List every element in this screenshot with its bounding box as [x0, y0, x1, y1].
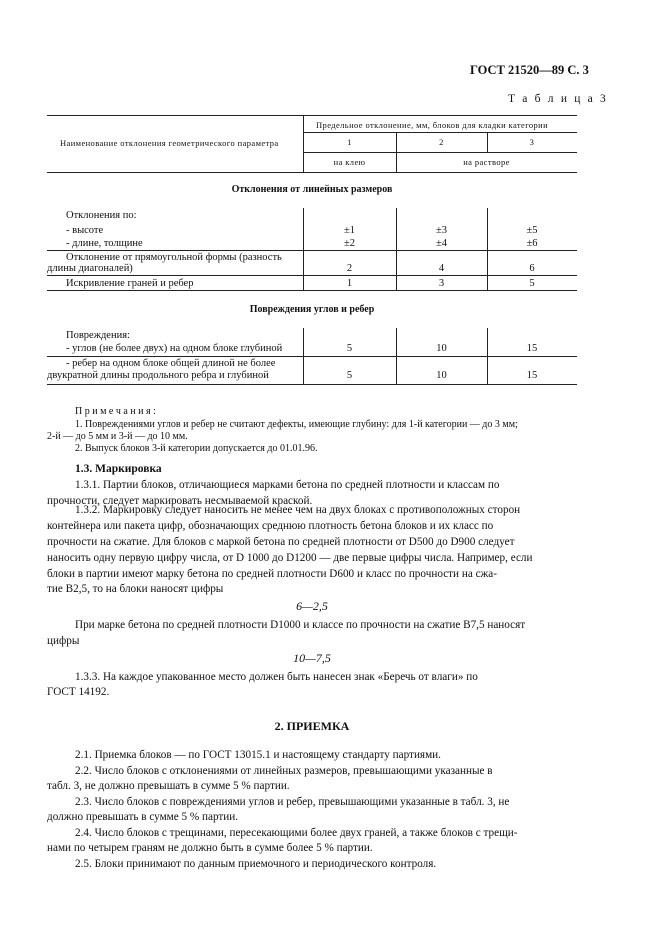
- row-rect-name-2: длины диагоналей): [47, 263, 133, 274]
- row-corners-v3: 15: [526, 343, 538, 354]
- row-edges-name-2: двукратной длины продольного ребра и глубиной: [47, 370, 269, 381]
- row-curve-name: Искривление граней и ребер: [66, 278, 194, 289]
- category-2: 2: [439, 137, 444, 147]
- section-damages: Повреждения углов и ребер: [249, 304, 375, 315]
- row-damages: Повреждения:: [66, 330, 130, 341]
- notes-title: П р и м е ч а н и я :: [75, 406, 156, 417]
- marking-formula-1: 6—2,5: [296, 599, 328, 613]
- marking-p2-l4: наносить одну первую цифру числа, от D 1000 до D1200 — две первые цифры числа. Например, если: [47, 552, 533, 564]
- note-1-line-2: 2-й — до 5 мм и 3-й — до 10 мм.: [47, 431, 188, 442]
- marking-p4-l2: ГОСТ 14192.: [47, 686, 110, 698]
- acceptance-p2-l1: 2.2. Число блоков с отклонениями от линейных размеров, превышающими указанные в: [75, 765, 493, 777]
- body2-row-line-1: [47, 356, 577, 357]
- marking-p1-l1: 1.3.1. Партии блоков, отличающиеся марками бетона по средней плотности и классам по: [75, 479, 500, 491]
- row-corners-name: - углов (не более двух) на одном блоке глубиной: [66, 343, 283, 354]
- row-curve-v3: 5: [529, 278, 535, 289]
- row-height-v2: ±3: [435, 225, 447, 236]
- acceptance-p3-l2: должно превышать в сумме 5 % партии.: [47, 811, 239, 823]
- marking-p2-l6: тие B2,5, то на блоки наносят цифры: [47, 583, 224, 595]
- row-length-v3: ±6: [526, 238, 538, 249]
- row-height-v1: ±1: [343, 225, 355, 236]
- row-deviations-by: Отклонения по:: [66, 210, 137, 221]
- acceptance-p5: 2.5. Блоки принимают по данным приемочного и периодического контроля.: [75, 858, 437, 870]
- col-param-header: Наименование отклонения геометрического параметра: [60, 138, 279, 148]
- acceptance-p1: 2.1. Приемка блоков — по ГОСТ 13015.1 и настоящему стандарту партиями.: [75, 749, 441, 761]
- sub-header-mortar: на растворе: [463, 157, 510, 167]
- row-curve-v2: 3: [438, 278, 445, 289]
- row-rect-v1: 2: [346, 263, 353, 274]
- acceptance-p4-l2: нами по четырем граням не должно быть в сумме более 5 % партии.: [47, 842, 373, 854]
- row-curve-v1: 1: [346, 278, 353, 289]
- sub-header-glue: на клею: [333, 157, 366, 167]
- row-edges-v2: 10: [436, 370, 447, 381]
- acceptance-p3-l1: 2.3. Число блоков с повреждениями углов и ребер, превышающими указанные в табл. 3, не: [75, 796, 510, 808]
- note-2: 2. Выпуск блоков 3-й категории допускается до 01.01.96.: [75, 443, 318, 454]
- row-height-v3: ±5: [526, 225, 538, 236]
- marking-p3-l1: При марке бетона по средней плотности D1000 и классе по прочности на сжатие B7,5 наносят: [75, 619, 526, 631]
- section-marking-heading: 1.3. Маркировка: [75, 463, 162, 475]
- marking-p2-l2: контейнера или пакета цифр, обозначающих среднюю плотность бетона блоков и их класс по: [47, 520, 494, 532]
- row-length-name: - длине, толщине: [66, 238, 143, 249]
- marking-formula-2: 10—7,5: [293, 651, 331, 665]
- table-header-bottom: [47, 172, 577, 173]
- section-acceptance-heading: 2. ПРИЕМКА: [274, 719, 350, 733]
- row-edges-name-1: - ребер на одном блоке общей длиной не более: [66, 358, 276, 369]
- row-height-name: - высоте: [66, 225, 104, 236]
- row-corners-v2: 10: [436, 343, 447, 354]
- table-bottom-border: [47, 384, 577, 385]
- row-rect-v2: 4: [438, 263, 445, 274]
- marking-p2-l3: прочности на сжатие. Для блоков с маркой бетона по средней плотности от D500 до D900 следует: [47, 536, 515, 548]
- acceptance-p2-l2: табл. 3, не должно превышать в сумме 5 % партии.: [47, 780, 290, 792]
- marking-p3-l2: цифры: [47, 635, 80, 647]
- marking-p2-l5: блоки в партии имеют марку бетона по средней плотности D600 и класс по прочности на сжа-: [47, 568, 497, 580]
- body1-row-line-1: [47, 250, 577, 251]
- category-1: 1: [347, 137, 352, 147]
- section-linear-deviations: Отклонения от линейных размеров: [231, 184, 393, 195]
- table-header-divider-2: [303, 152, 577, 153]
- acceptance-p4-l1: 2.4. Число блоков с трещинами, пересекающими более двух граней, а также блоков с трещи-: [75, 827, 518, 839]
- row-length-v1: ±2: [343, 238, 355, 249]
- table-top-border: [47, 115, 577, 116]
- row-rect-v3: 6: [529, 263, 535, 274]
- row-edges-v1: 5: [346, 370, 353, 381]
- body1-bottom: [47, 290, 577, 291]
- row-corners-v1: 5: [346, 343, 353, 354]
- marking-p4-l1: 1.3.3. На каждое упакованное место должен быть нанесен знак «Беречь от влаги» по: [75, 671, 478, 683]
- marking-p1-l2: прочности, следует маркировать несмываемой краской.: [47, 495, 313, 507]
- col-limit-header: Предельное отклонение, мм, блоков для кладки категории: [316, 120, 549, 130]
- row-edges-v3: 15: [526, 370, 538, 381]
- row-rect-name-1: Отклонение от прямоугольной формы (разность: [66, 252, 282, 263]
- row-length-v2: ±4: [435, 238, 447, 249]
- page-header-standard: ГОСТ 21520—89 С. 3: [470, 63, 589, 77]
- table-label: Т а б л и ц а 3: [508, 93, 609, 105]
- note-1-line-1: 1. Повреждениями углов и ребер не считают дефекты, имеющие глубину: для 1-й категории — до 3 мм;: [75, 419, 518, 430]
- table-header-divider-1: [303, 132, 577, 133]
- marking-p2-l1: 1.3.2. Маркировку следует наносить не менее чем на двух блоках с противоположных сторон: [75, 504, 521, 516]
- body1-row-line-2: [47, 275, 577, 276]
- category-3: 3: [529, 137, 535, 147]
